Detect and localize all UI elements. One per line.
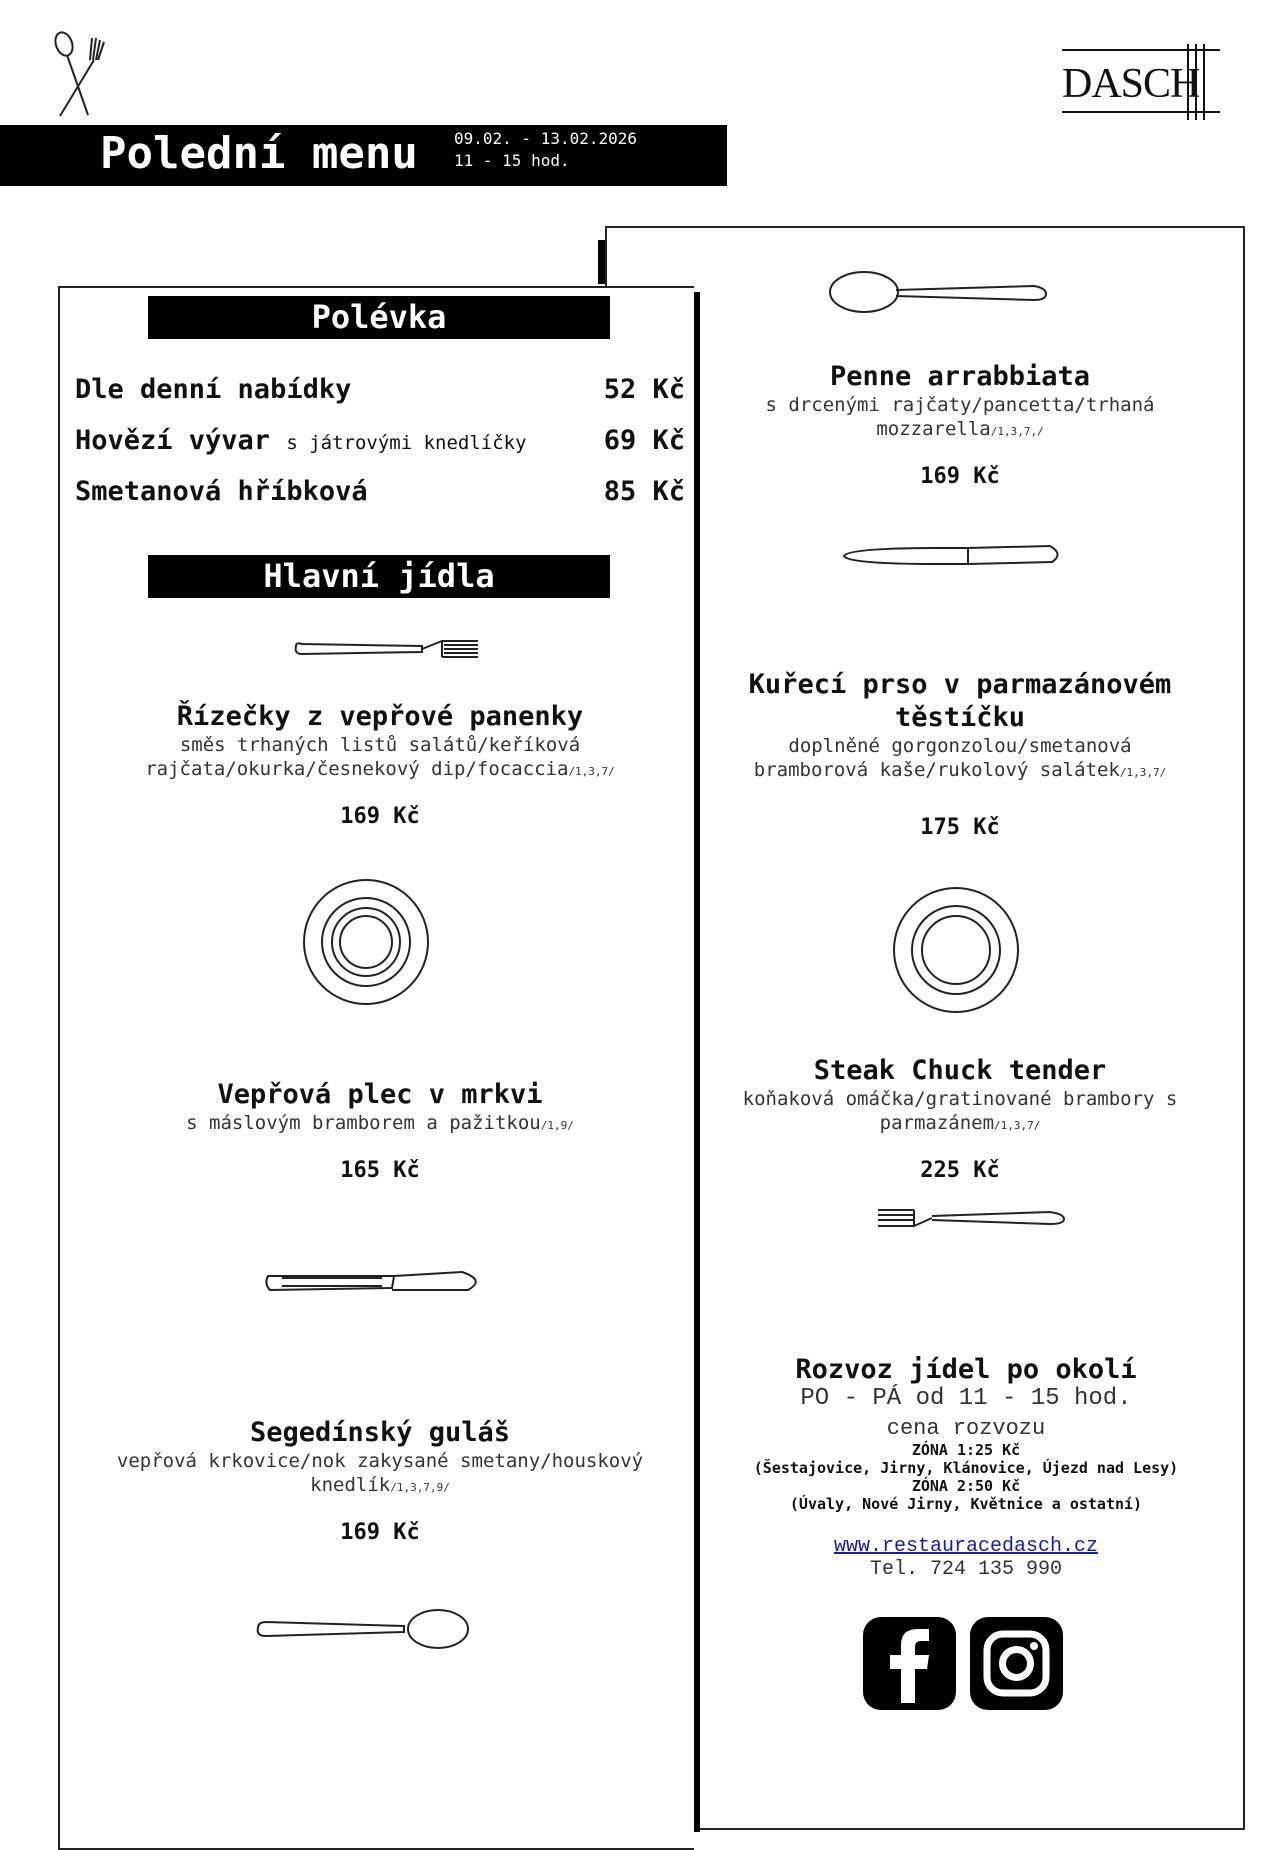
spoon-icon xyxy=(254,1606,472,1654)
dish-name: Penne arrabbiata xyxy=(829,361,1091,392)
dish-description: směs trhaných listů salátů/keříková xyxy=(179,734,581,756)
dish-card xyxy=(700,1054,1220,1183)
delivery-zone-places: (Šestajovice, Jirny, Klánovice, Újezd nad Lesy) xyxy=(753,1459,1179,1477)
dish-description-line: parmazánem xyxy=(879,1112,995,1134)
dish-description-line: bramborová kaše/rukolový salátek xyxy=(753,759,1120,781)
dish-allergens: /1,3,7/ xyxy=(1119,766,1167,779)
dish-price: 225 Kč xyxy=(920,1158,1000,1183)
dish-card xyxy=(80,1078,680,1183)
soup-item xyxy=(75,374,685,405)
dish-price: 169 Kč xyxy=(920,464,1000,489)
mains-heading xyxy=(148,555,610,598)
delivery-cost-label: cena rozvozu xyxy=(886,1416,1046,1441)
soup-item xyxy=(75,425,685,456)
dish-price: 169 Kč xyxy=(340,1520,420,1545)
dish-name: Vepřová plec v mrkvi xyxy=(217,1079,543,1110)
fork-spoon-icon xyxy=(50,30,110,120)
dish-allergens: /1,3,7,9/ xyxy=(390,1481,450,1494)
delivery-zone: ZÓNA 2:50 Kč xyxy=(911,1477,1021,1495)
mains-heading-label: Hlavní jídla xyxy=(263,557,495,595)
dish-name: těstíčku xyxy=(894,702,1026,733)
delivery-title: Rozvoz jídel po okolí xyxy=(795,1354,1137,1385)
dish-name: Segedínský guláš xyxy=(249,1417,511,1448)
dish-description xyxy=(68,1473,692,1500)
soup-price: 85 Kč xyxy=(603,476,685,507)
dish-card xyxy=(700,668,1220,840)
dish-name: Řízečky z vepřové panenky xyxy=(176,701,584,732)
dish-allergens: /1,3,7/ xyxy=(994,1119,1041,1132)
delivery-hours: PO - PÁ od 11 - 15 hod. xyxy=(800,1385,1132,1412)
spoon-icon xyxy=(824,268,1050,318)
dish-description-line: s máslovým bramborem a pažitkou xyxy=(186,1112,541,1134)
soup-name: Smetanová hříbková xyxy=(75,476,368,507)
dish-allergens: /1,3,7/ xyxy=(568,765,615,778)
dish-description xyxy=(700,758,1220,785)
dish-description: vepřová krkovice/nok zakysané smetany/houskový xyxy=(116,1450,644,1472)
page-title: Polední menu xyxy=(100,128,418,179)
dish-price: 169 Kč xyxy=(340,804,420,829)
delivery-info xyxy=(706,1354,1226,1581)
dish-price: 165 Kč xyxy=(340,1158,420,1183)
dish-name: Kuřecí prso v parmazánovém xyxy=(748,669,1172,700)
dish-card xyxy=(68,1416,692,1545)
soup-heading-label: Polévka xyxy=(311,298,447,336)
dish-description xyxy=(80,757,680,784)
plate-icon xyxy=(890,884,1022,1016)
date-range xyxy=(454,128,724,182)
dish-description-line: mozzarella xyxy=(876,418,991,440)
knife-icon xyxy=(262,1262,490,1302)
dish-description: s drcenými rajčaty/pancetta/trhaná xyxy=(765,394,1155,416)
brand-logo xyxy=(1062,42,1220,122)
dish-card xyxy=(700,360,1220,489)
website-link[interactable]: www.restauracedasch.cz xyxy=(833,1535,1099,1558)
plate-icon xyxy=(300,876,432,1008)
knife-icon xyxy=(838,538,1066,574)
facebook-icon[interactable] xyxy=(863,1617,956,1710)
dish-description xyxy=(80,1111,680,1138)
dish-description xyxy=(700,417,1220,444)
soup-name: Dle denní nabídky xyxy=(75,374,352,405)
dish-description: doplněné gorgonzolou/smetanová xyxy=(788,735,1132,757)
soup-price: 52 Kč xyxy=(603,374,685,405)
dish-description-line: knedlík xyxy=(310,1474,391,1496)
dish-description: koňaková omáčka/gratinované brambory s xyxy=(742,1088,1178,1110)
phone-number: Tel. 724 135 990 xyxy=(869,1558,1063,1581)
dish-allergens: /1,9/ xyxy=(540,1119,574,1132)
fork-icon xyxy=(292,632,480,664)
instagram-icon[interactable] xyxy=(970,1617,1063,1710)
fork-icon xyxy=(874,1202,1066,1234)
brand-name: DASCH xyxy=(1062,61,1200,107)
delivery-zone-places: (Úvaly, Nové Jirny, Květnice a ostatní) xyxy=(789,1495,1143,1513)
dish-description-line: rajčata/okurka/česnekový dip/focaccia xyxy=(145,758,569,780)
menu-hours: 11 - 15 hod. xyxy=(454,151,570,170)
dish-name: Steak Chuck tender xyxy=(813,1055,1107,1086)
dish-card xyxy=(80,700,680,829)
dish-description xyxy=(700,1111,1220,1138)
dish-allergens: /1,3,7,/ xyxy=(990,425,1044,438)
dish-price: 175 Kč xyxy=(920,815,1000,840)
soup-subtitle: s játrovými knedlíčky xyxy=(286,432,527,454)
soup-heading xyxy=(148,296,610,339)
soup-item xyxy=(75,476,685,507)
soup-price: 69 Kč xyxy=(603,425,685,456)
menu-dates: 09.02. - 13.02.2026 xyxy=(454,129,638,148)
soup-name: Hovězí vývar xyxy=(75,425,271,456)
delivery-zone: ZÓNA 1:25 Kč xyxy=(911,1441,1021,1459)
